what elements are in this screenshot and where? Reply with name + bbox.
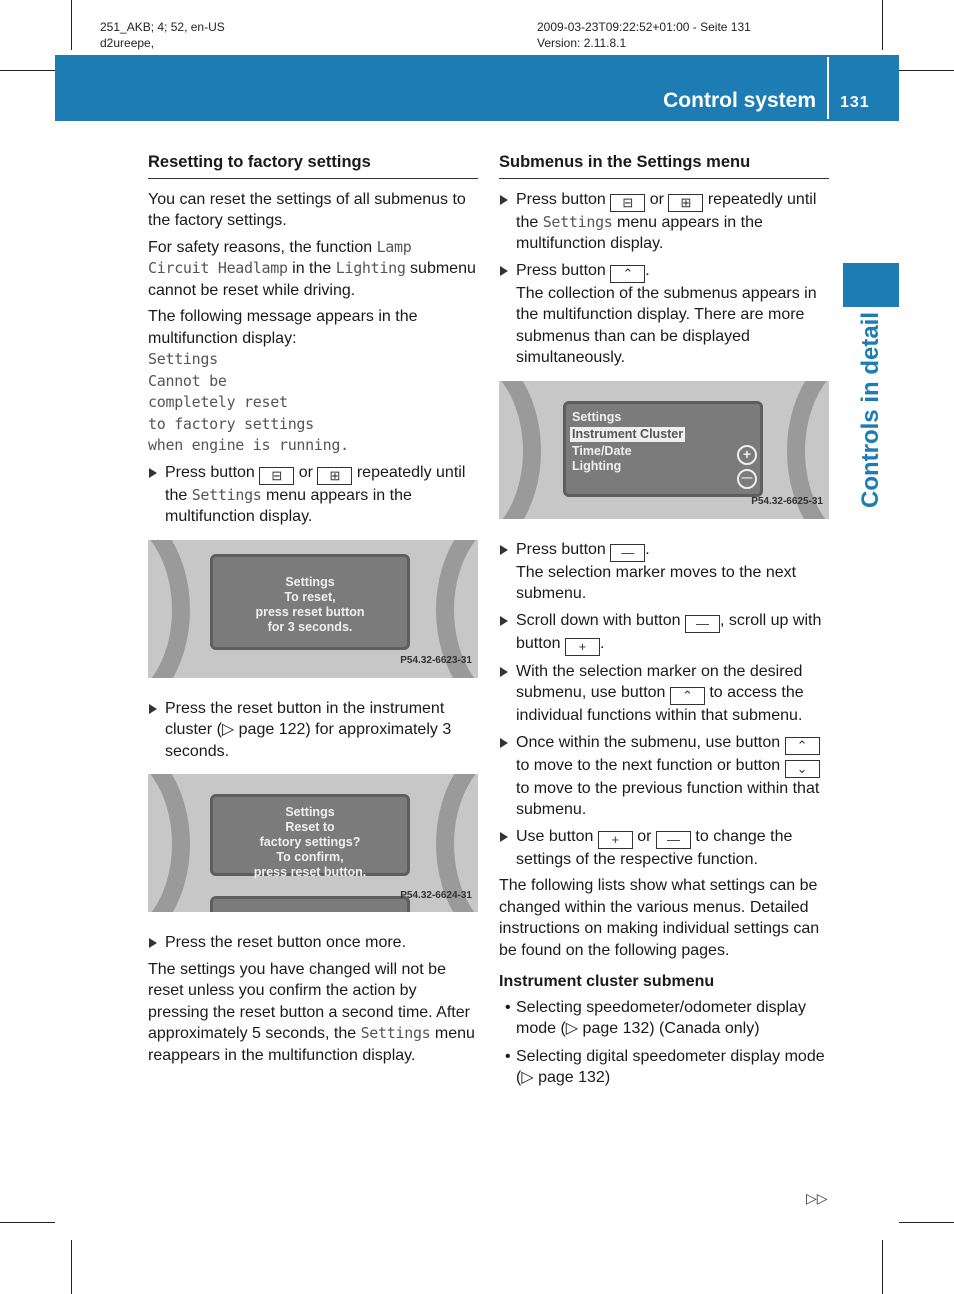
minus-button-icon: —: [656, 831, 691, 849]
plus-button-icon: +: [565, 638, 600, 656]
meta-line: 251_AKB; 4; 52, en-US: [100, 20, 225, 34]
crop-mark: [71, 1240, 72, 1294]
multifunction-display: Settings To reset, press reset button for 3 seconds.: [210, 554, 410, 650]
up-button-icon: ⌃: [785, 737, 820, 755]
step-arrow-icon: [500, 616, 508, 626]
down-button-icon: ⌄: [785, 760, 820, 778]
chapter-label: Controls in detail: [857, 311, 884, 509]
sub-heading: Instrument cluster submenu: [499, 973, 715, 990]
display-message: Settings Cannot be completely reset to factory settings when engine is running.: [148, 350, 349, 454]
selected-menu-item: Instrument Cluster: [572, 426, 684, 441]
meta-line: d2ureepe,: [100, 36, 155, 50]
step-arrow-icon: [149, 704, 157, 714]
paragraph: The following lists show what settings can be changed within the various menus. Detailed instructions on making individual settings can be found on the following pages.: [499, 877, 820, 959]
step-arrow-icon: [149, 468, 157, 478]
crop-mark: [0, 70, 55, 71]
list-item: • Selecting speedometer/odometer display mode (▷ page 132) (Canada only): [505, 998, 806, 1037]
step-arrow-icon: [149, 938, 157, 948]
crop-mark: [0, 1222, 55, 1223]
step-arrow-icon: [500, 832, 508, 842]
display-figure: [148, 774, 478, 912]
meta-line: Version: 2.11.8.1: [537, 36, 627, 50]
right-column: [499, 152, 829, 1095]
page-forward-button-icon: ⊞: [317, 467, 352, 485]
page-number: 131: [840, 94, 870, 111]
figure-code: P54.32-6623-31: [400, 655, 472, 666]
display-text: Lighting: [335, 259, 406, 277]
instruction-step: Press button ⌃ . The collection of the submenus appears in the multifunction display. There are more submenus than can be displayed simultaneously.: [499, 260, 829, 369]
gauge-graphic: [148, 774, 190, 912]
print-meta-left: [100, 19, 225, 51]
section-title: Control system: [663, 89, 816, 112]
gauge-graphic: [148, 540, 190, 678]
gauge-graphic: [499, 381, 541, 519]
minus-button-icon: —: [610, 544, 645, 562]
display-text: Settings: [542, 212, 613, 231]
instruction-step: Scroll down with button — , scroll up with button + .: [499, 610, 829, 656]
step-arrow-icon: [500, 545, 508, 555]
step-arrow-icon: [500, 738, 508, 748]
print-meta-right: [537, 19, 751, 51]
multifunction-display: Settings Instrument Cluster Time/Date Lighting: [563, 401, 763, 497]
multifunction-display: Settings Reset to factory settings? To confirm, press reset button.: [210, 794, 410, 876]
section-heading: Submenus in the Settings menu: [499, 152, 829, 179]
page-forward-button-icon: ⊞: [668, 194, 703, 212]
display-figure: [499, 381, 829, 519]
step-arrow-icon: [500, 266, 508, 276]
paragraph: The following message appears in the multifunction display:: [148, 308, 418, 347]
page-back-button-icon: ⊟: [610, 194, 645, 212]
crop-mark: [71, 0, 72, 50]
paragraph: For safety reasons, the function Lamp Circuit Headlamp in the Lighting submenu cannot be reset while driving.: [148, 237, 476, 299]
meta-line: 2009-03-23T09:22:52+01:00 - Seite 131: [537, 20, 751, 34]
page-reference[interactable]: ▷ page 132: [565, 1020, 650, 1037]
lower-display: [210, 896, 410, 912]
minus-button-icon: —: [685, 615, 720, 633]
page-back-button-icon: ⊟: [259, 467, 294, 485]
paragraph: You can reset the settings of all submenus to the factory settings.: [148, 190, 466, 229]
section-heading: Resetting to factory settings: [148, 152, 478, 179]
display-text: Settings: [191, 485, 262, 504]
display-figure: [148, 540, 478, 678]
step-arrow-icon: [500, 667, 508, 677]
crop-mark: [882, 1240, 883, 1294]
instruction-step: Press the reset button once more.: [148, 932, 478, 954]
instruction-step: Press button ⊟ or ⊞ repeatedly until the Settings menu appears in the multifunction display.: [499, 189, 829, 255]
instruction-step: Press the reset button in the instrument cluster (▷ page 122) for approximately 3 seconds.: [148, 698, 478, 763]
instruction-step: Use button + or — to change the settings of the respective function.: [499, 826, 829, 871]
instruction-step: Once within the submenu, use button ⌃ to move to the next function or button ⌄ to move to the previous function within that submenu.: [499, 732, 829, 821]
page-reference[interactable]: ▷ page 132: [521, 1069, 605, 1086]
instruction-step: Press button — . The selection marker moves to the next submenu.: [499, 539, 829, 605]
header-separator: [827, 57, 829, 119]
step-arrow-icon: [500, 195, 508, 205]
display-text: Lamp Circuit Headlamp: [148, 237, 412, 277]
continued-icon: ▷▷: [806, 1190, 828, 1206]
paragraph: The settings you have changed will not be reset unless you confirm the action by pressing the reset button a second time. After approximately 5 seconds, the Settings menu reappears in the multifunction display.: [148, 960, 475, 1064]
instruction-step: Press button ⊟ or ⊞ repeatedly until the Settings menu appears in the multifunction display.: [148, 462, 478, 528]
figure-code: P54.32-6624-31: [400, 889, 472, 901]
list-item: • Selecting digital speedometer display mode (▷ page 132): [505, 1047, 825, 1086]
display-text: Settings: [360, 1024, 431, 1042]
up-button-icon: ⌃: [610, 265, 645, 283]
crop-mark: [882, 0, 883, 50]
plus-circle-icon: +: [737, 445, 757, 465]
minus-circle-icon: —: [737, 469, 757, 489]
figure-code: P54.32-6625-31: [751, 496, 823, 507]
crop-mark: [899, 70, 954, 71]
up-button-icon: ⌃: [670, 687, 705, 705]
side-tab: [843, 263, 899, 307]
left-column: [148, 152, 478, 1071]
instruction-step: With the selection marker on the desired submenu, use button ⌃ to access the individual functions within that submenu.: [499, 661, 829, 727]
crop-mark: [899, 1222, 954, 1223]
plus-button-icon: +: [598, 831, 633, 849]
page-reference[interactable]: ▷ page 122: [221, 721, 306, 738]
